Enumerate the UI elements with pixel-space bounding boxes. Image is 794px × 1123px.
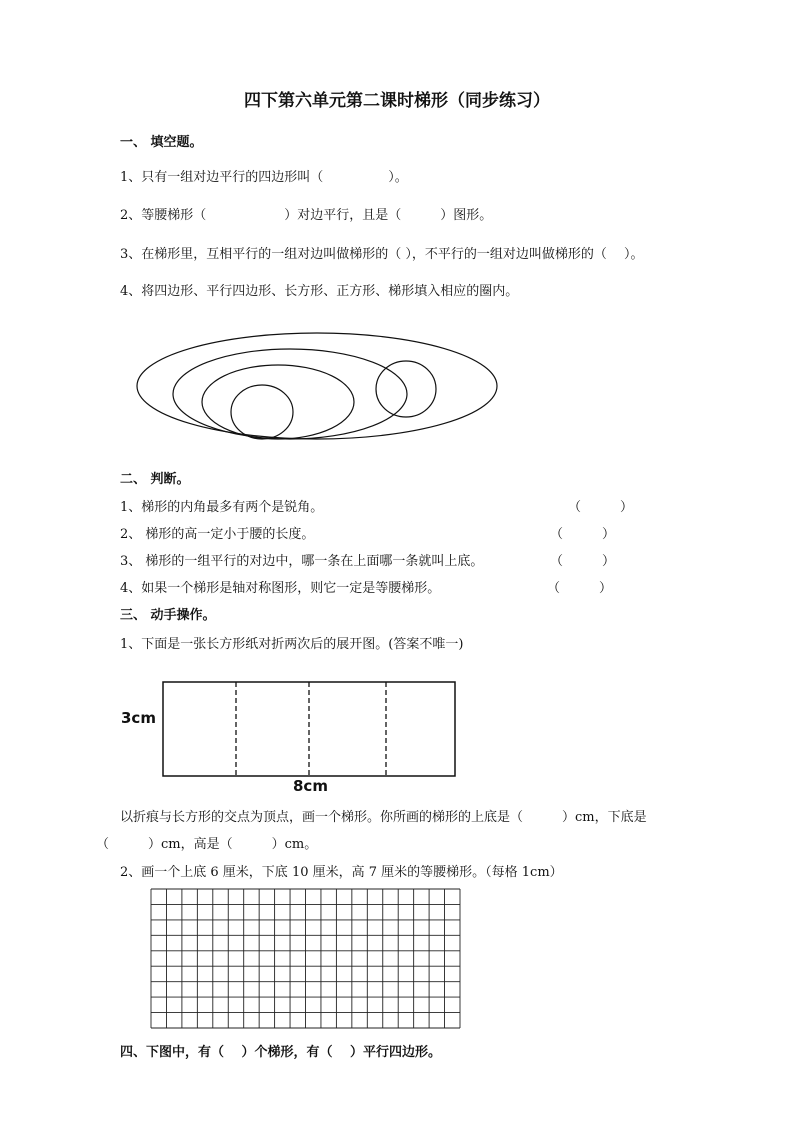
judge-question-2: 2、 梯形的高一定小于腰的长度。 bbox=[120, 527, 315, 542]
page-title: 四下第六单元第二课时梯形（同步练习） bbox=[244, 91, 550, 111]
section1-question-4: 4、将四边形、平行四边形、长方形、正方形、梯形填入相应的圈内。 bbox=[120, 284, 519, 299]
rectangle bbox=[163, 682, 455, 776]
judge-answer-3[interactable]: （ ） bbox=[550, 554, 616, 569]
section3-question-1-line2: （ ）cm，高是（ ）cm。 bbox=[96, 837, 318, 852]
judge-answer-1[interactable]: （ ） bbox=[568, 500, 634, 515]
section3-question-1-line1: 以折痕与长方形的交点为顶点，画一个梯形。你所画的梯形的上底是（ ）cm，下底是 bbox=[120, 810, 647, 825]
section1-question-1: 1、只有一组对边平行的四边形叫（ ）。 bbox=[120, 170, 408, 185]
section3-heading: 三、 动手操作。 bbox=[120, 608, 216, 623]
inner-ellipse bbox=[231, 385, 293, 439]
section1-question-2: 2、等腰梯形（ ）对边平行，且是（ ）图形。 bbox=[120, 208, 493, 223]
section1-question-3: 3、在梯形里，互相平行的一组对边叫做梯形的（ ），不平行的一组对边叫做梯形的（ ）。 bbox=[120, 247, 644, 262]
section2-heading: 二、 判断。 bbox=[120, 472, 190, 487]
rect-width-label: 8cm bbox=[293, 777, 328, 795]
judge-question-1: 1、梯形的内角最多有两个是锐角。 bbox=[120, 500, 324, 515]
separate-ellipse bbox=[376, 361, 436, 417]
judge-question-4: 4、如果一个梯形是轴对称图形，则它一定是等腰梯形。 bbox=[120, 581, 441, 596]
rect-height-label: 3cm bbox=[121, 709, 156, 727]
judge-answer-2[interactable]: （ ） bbox=[550, 527, 616, 542]
section3-question-2: 2、画一个上底 6 厘米，下底 10 厘米，高 7 厘米的等腰梯形。（每格 1cm） bbox=[120, 865, 563, 880]
section3-question-1: 1、下面是一张长方形纸对折两次后的展开图。(答案不唯一) bbox=[120, 637, 464, 652]
third-ellipse bbox=[202, 365, 354, 439]
section1-heading: 一、 填空题。 bbox=[120, 135, 203, 150]
judge-question-3: 3、 梯形的一组平行的对边中，哪一条在上面哪一条就叫上底。 bbox=[120, 554, 484, 569]
section4-heading: 四、下图中，有（ ）个梯形，有（ ）平行四边形。 bbox=[120, 1045, 442, 1060]
outer-ellipse bbox=[137, 333, 497, 439]
judge-answer-4[interactable]: （ ） bbox=[547, 581, 613, 596]
square-grid[interactable] bbox=[151, 889, 461, 1029]
second-ellipse bbox=[173, 349, 407, 439]
